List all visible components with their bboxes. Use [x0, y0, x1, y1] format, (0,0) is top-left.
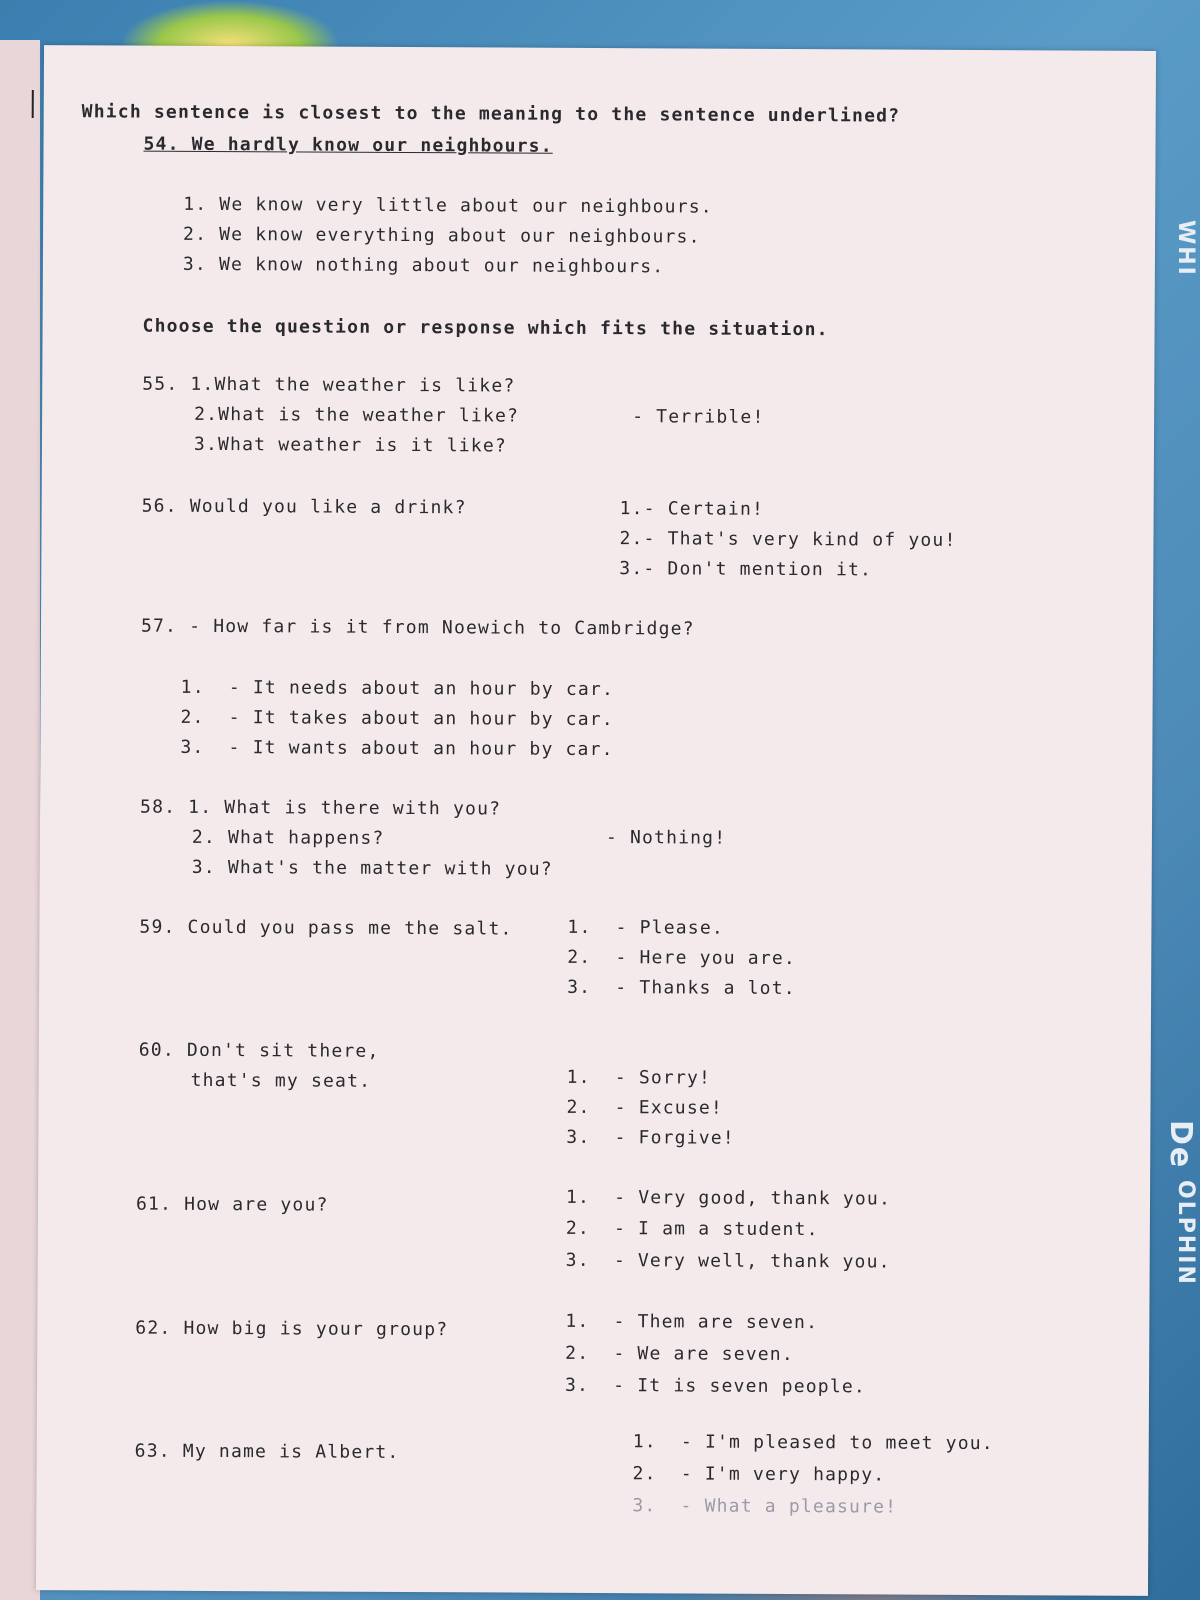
- q58-response: - Nothing!: [605, 827, 727, 849]
- q57-option-3: 3. - It wants about an hour by car.: [180, 736, 614, 761]
- q59-option-2: 2. - Here you are.: [567, 946, 797, 970]
- q60-option-1: 1. - Sorry!: [566, 1066, 712, 1089]
- q55-option-2: 2.What is the weather like?: [194, 403, 520, 427]
- q60-option-3: 3. - Forgive!: [566, 1126, 735, 1149]
- background-text: OLPHIN: [1173, 1180, 1198, 1286]
- q62-option-2: 2. - We are seven.: [565, 1342, 794, 1366]
- q63-option-3: 3. - What a pleasure!: [632, 1495, 898, 1518]
- q57-option-2: 2. - It takes about an hour by car.: [180, 706, 614, 731]
- q59-prompt: 59. Could you pass me the salt.: [139, 916, 513, 940]
- worksheet-page: [36, 45, 1156, 1596]
- q62-option-3: 3. - It is seven people.: [564, 1374, 867, 1398]
- q60-prompt-line1: 60. Don't sit there,: [138, 1039, 380, 1062]
- q54-option-3: 3. We know nothing about our neighbours.: [182, 253, 665, 278]
- instruction-heading: Which sentence is closest to the meaning to the sentence underlined?: [81, 101, 901, 127]
- q60-prompt-line2: that's my seat.: [190, 1069, 372, 1092]
- q63-option-1: 1. - I'm pleased to meet you.: [632, 1431, 994, 1455]
- q62-prompt: 62. How big is your group?: [135, 1317, 449, 1341]
- q60-option-2: 2. - Excuse!: [566, 1096, 724, 1119]
- q61-prompt: 61. How are you?: [135, 1193, 329, 1216]
- q61-option-1: 1. - Very good, thank you.: [565, 1186, 892, 1210]
- q56-option-3: 3.- Don't mention it.: [619, 558, 873, 581]
- q61-option-3: 3. - Very well, thank you.: [565, 1249, 891, 1273]
- q58-option-3: 3. What's the matter with you?: [191, 856, 553, 880]
- q61-option-2: 2. - I am a student.: [565, 1217, 819, 1241]
- instruction-heading-2: Choose the question or response which fits the situation.: [142, 315, 829, 341]
- q63-option-2: 2. - I'm very happy.: [632, 1463, 886, 1486]
- q59-option-3: 3. - Thanks a lot.: [567, 976, 796, 1000]
- q57-prompt: 57. - How far is it from Noewich to Cambridge?: [140, 615, 695, 640]
- q62-option-1: 1. - Them are seven.: [565, 1310, 819, 1334]
- q55-option-3: 3.What weather is it like?: [193, 433, 507, 457]
- q54-option-1: 1. We know very little about our neighbours.: [183, 193, 713, 218]
- q55-response: - Terrible!: [632, 406, 765, 428]
- background-text: WHI: [1173, 220, 1198, 277]
- background-surface: [0, 40, 40, 1600]
- q55-option-1: 55. 1.What the weather is like?: [142, 373, 516, 397]
- q54-option-2: 2. We know everything about our neighbours.: [183, 223, 701, 248]
- q59-option-1: 1. - Please.: [567, 916, 724, 939]
- q56-option-2: 2.- That's very kind of you!: [619, 528, 957, 551]
- q54-prompt: 54. We hardly know our neighbours.: [143, 133, 553, 157]
- margin-mark: [32, 90, 34, 118]
- q56-prompt: 56. Would you like a drink?: [141, 495, 467, 519]
- q63-prompt: 63. My name is Albert.: [134, 1440, 400, 1463]
- q56-option-1: 1.- Certain!: [619, 498, 765, 520]
- q58-option-2: 2. What happens?: [191, 826, 385, 849]
- q58-option-1: 58. 1. What is there with you?: [140, 796, 502, 820]
- q57-option-1: 1. - It needs about an hour by car.: [180, 676, 615, 701]
- background-text: De: [1163, 1120, 1198, 1170]
